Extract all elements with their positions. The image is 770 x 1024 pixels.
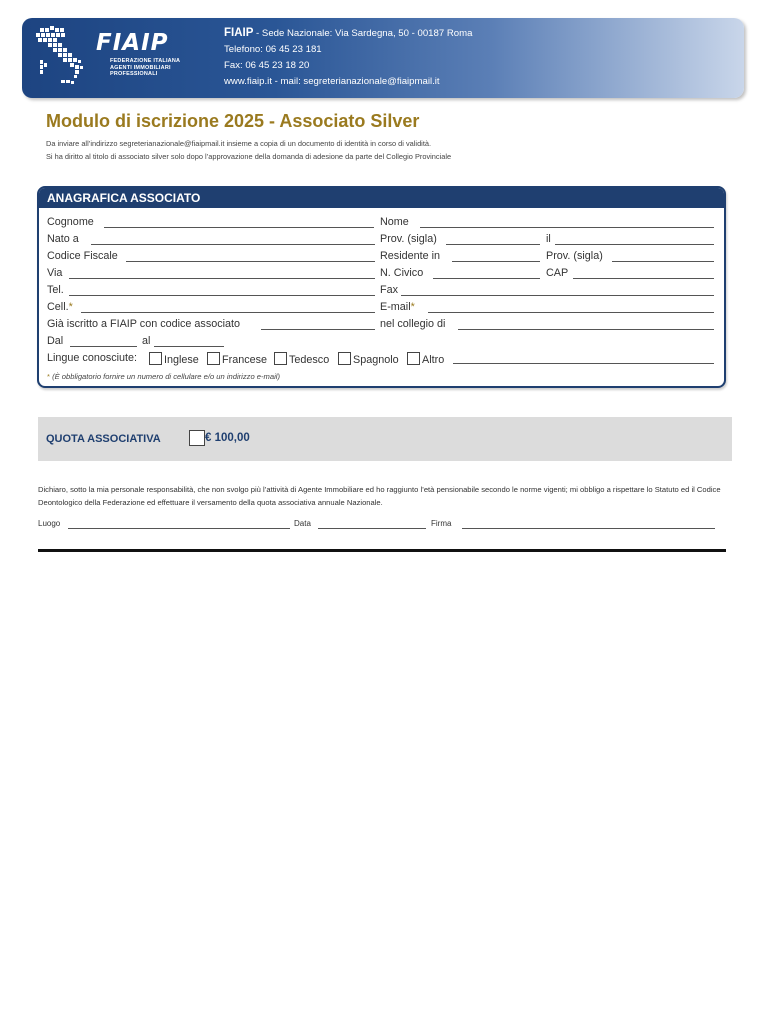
row-cell-email [47,301,717,318]
checkbox[interactable] [338,352,351,365]
quota-checkbox[interactable] [189,430,205,446]
row-tel-fax [47,284,717,301]
label-email: E-mail* [380,301,415,313]
letterhead-banner [22,18,744,98]
via-field[interactable] [69,278,375,279]
label-cap: CAP [546,267,569,279]
intro-text: Da inviare all’indirizzo segreterianazionale@fiaipmail.it insieme a copia di un documento di identità in corso di validità. Si ha diritto al titolo di associato silver solo dopo l’approvazione della domanda di adesione da parte del Collegio Provinciale [46,139,452,161]
label-via: Via [47,267,63,279]
al-field[interactable] [154,346,224,347]
logo-subtitle: FEDERAZIONE ITALIANA AGENTI IMMOBILIARI PROFESSIONALI [110,58,181,77]
required-note: * (È obbligatorio fornire un numero di cellulare e/o un indirizzo e-mail) [47,372,281,381]
label-lingue: Lingue conosciute: [47,352,138,364]
fax-field[interactable] [401,295,714,296]
label-al: al [142,335,151,347]
row-periodo [47,335,717,352]
prov-nascita-field[interactable] [446,244,540,245]
label-nome: Nome [380,216,409,228]
label-nato-a: Nato a [47,233,79,245]
lingua-francese[interactable]: Francese [207,352,267,366]
nome-field[interactable] [420,227,714,228]
cognome-field[interactable] [104,227,374,228]
phone: Telefono: 06 45 23 181 [224,44,322,55]
label-codice-fiscale: Codice Fiscale [47,250,118,262]
web-mail: www.fiaip.it - mail: segreterianazionale@fiaipmail.it [224,76,440,87]
label-fax: Fax [380,284,398,296]
label-prov-sigla-residenza: Prov. (sigla) [546,250,603,262]
altro-lingua-field[interactable] [453,363,714,364]
quota-section [38,417,732,461]
checkbox[interactable] [149,352,162,365]
lingua-inglese[interactable]: Inglese [149,352,199,366]
email-field[interactable] [428,312,714,313]
row-nascita [47,233,717,250]
label-n-civico: N. Civico [380,267,424,279]
collegio-field[interactable] [458,329,714,330]
label-dal: Dal [47,335,64,347]
signature-row [38,519,728,533]
lingua-altro[interactable]: Altro [407,352,444,366]
dal-field[interactable] [70,346,137,347]
label-prov-sigla: Prov. (sigla) [380,233,437,245]
logo-wordmark: FIAIP [96,30,169,56]
residente-in-field[interactable] [452,261,540,262]
bottom-rule [38,549,726,552]
label-data: Data [294,519,311,528]
quota-value: € 100,00 [205,432,250,444]
prov-residenza-field[interactable] [612,261,714,262]
label-cognome: Cognome [47,216,94,228]
label-tel: Tel. [47,284,64,296]
lingua-spagnolo[interactable]: Spagnolo [338,352,399,366]
address: - Sede Nazionale: Via Sardegna, 50 - 00187 Roma [253,28,473,39]
label-cell: Cell.* [47,301,73,313]
cap-field[interactable] [573,278,714,279]
row-indirizzo [47,267,717,284]
data-field[interactable] [318,528,426,529]
org-name: FIAIP [224,27,254,39]
data-nascita-field[interactable] [555,244,714,245]
luogo-field[interactable] [68,528,290,529]
checkbox[interactable] [274,352,287,365]
label-residente-in: Residente in [380,250,441,262]
checkbox[interactable] [207,352,220,365]
firma-field[interactable] [462,528,715,529]
label-il: il [546,233,551,245]
fax-number: Fax: 06 45 23 18 20 [224,60,310,71]
declaration-text: Dichiaro, sotto la mia personale responsabilità, che non svolgo più l’attività di Agente Immobiliare ed ho raggiunto l’età pensionabile secondo le norme vigenti; mi obbligo a rispettare lo Statuto ed il Codice Deontologico della Federazione ed effettuare il versamento della quota associativa annuale Nazionale. [38,485,721,507]
codice-associato-field[interactable] [261,329,375,330]
panel-heading: ANAGRAFICA ASSOCIATO [39,188,724,208]
row-codice-fiscale [47,250,717,267]
lingua-tedesco[interactable]: Tedesco [274,352,329,366]
label-firma: Firma [431,519,452,528]
nato-a-field[interactable] [91,244,375,245]
checkbox[interactable] [407,352,420,365]
italy-map-icon [34,24,90,88]
label-gia-iscritto: Già iscritto a FIAIP con codice associato [47,318,241,330]
row-cognome-nome [47,216,717,233]
cell-field[interactable] [81,312,375,313]
label-nel-collegio: nel collegio di [380,318,446,330]
anagrafica-panel [37,186,726,388]
label-luogo: Luogo [38,519,61,528]
tel-field[interactable] [69,295,375,296]
fiaip-logo [30,22,200,94]
row-iscrizione [47,318,717,335]
n-civico-field[interactable] [433,278,540,279]
codice-fiscale-field[interactable] [126,261,375,262]
row-lingue [47,352,717,369]
quota-label: QUOTA ASSOCIATIVA [46,433,161,445]
form-title: Modulo di iscrizione 2025 - Associato Silver [46,111,420,131]
contact-info [224,25,472,90]
